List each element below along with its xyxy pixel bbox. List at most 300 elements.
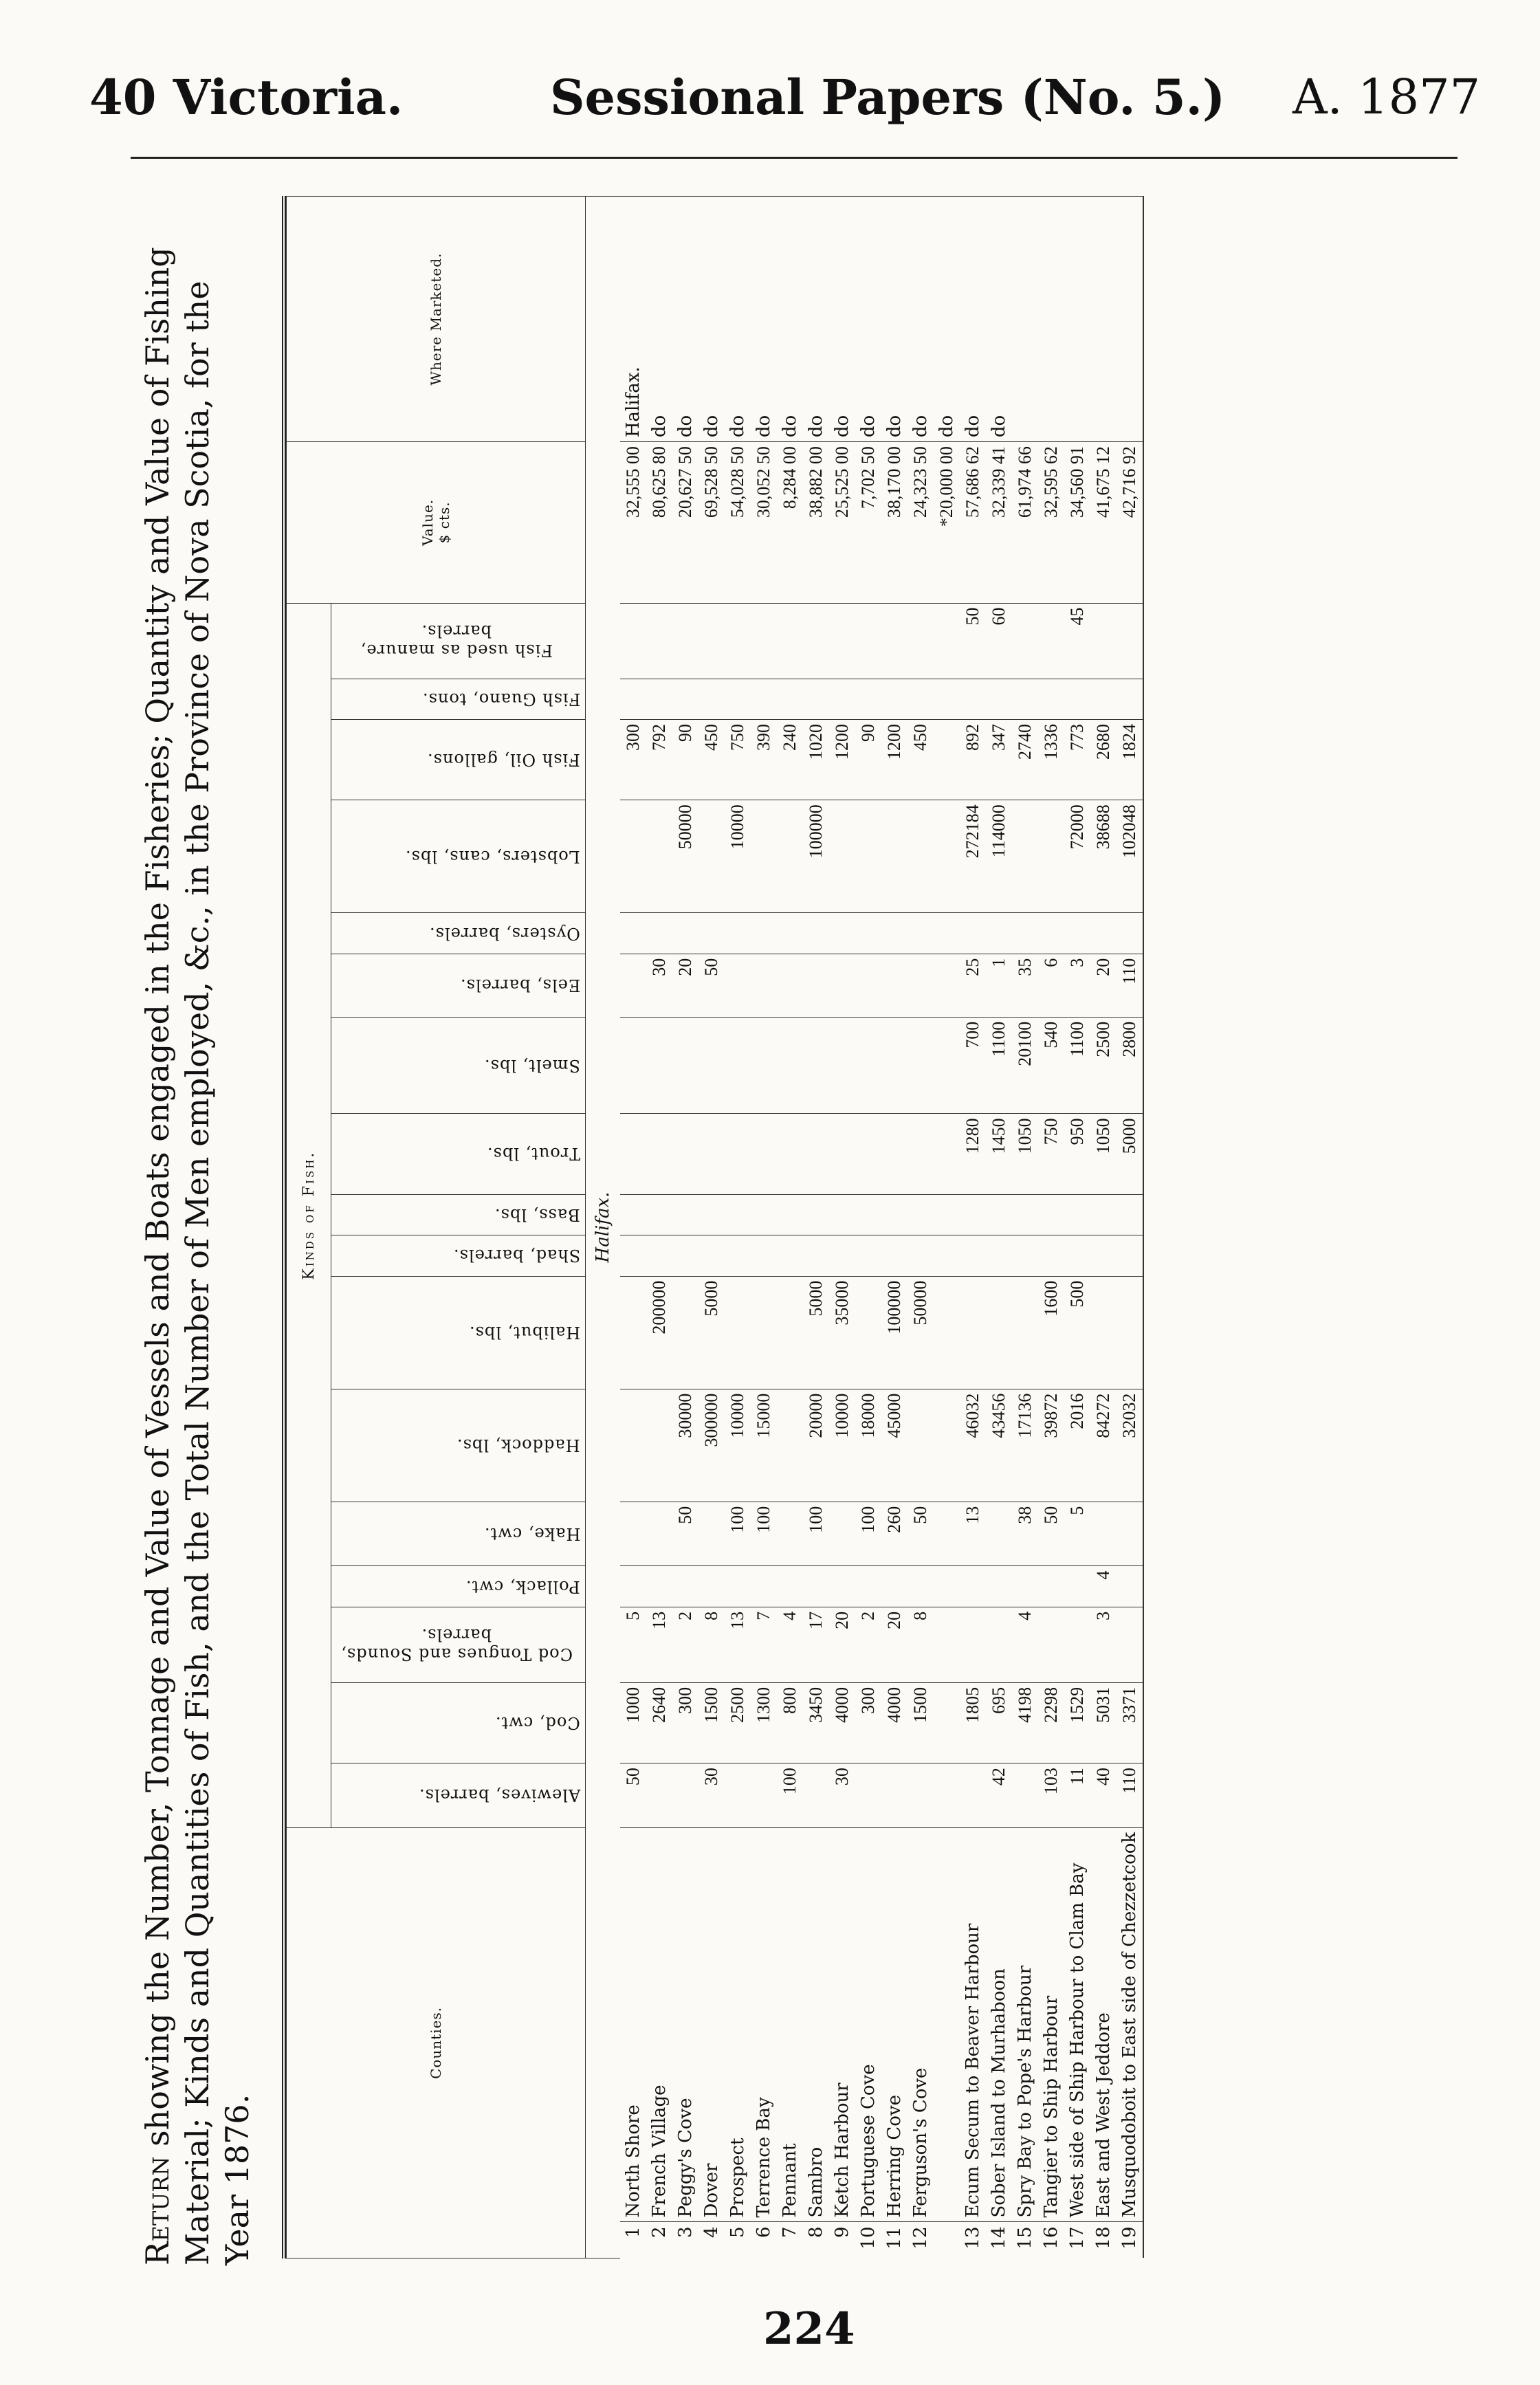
- value-cell: 54,028 50: [725, 442, 751, 603]
- fish-manure-cell: 50: [960, 603, 986, 679]
- place-name: East and West Jeddore: [1090, 1827, 1116, 2222]
- smelt-cell: [803, 1017, 829, 1114]
- fish-guano-cell: [1064, 679, 1090, 719]
- fish-guano-cell: [803, 679, 829, 719]
- bass-cell: [646, 1194, 672, 1235]
- table-row: [829, 197, 855, 2258]
- halibut-cell: [777, 1276, 803, 1389]
- table-row: [725, 197, 751, 2258]
- shad-cell: [672, 1235, 698, 1276]
- pollack-cell: [1012, 1566, 1038, 1607]
- lobsters-cell: [855, 800, 881, 913]
- where-marketed-cell: do: [855, 197, 881, 442]
- table-row: [960, 197, 986, 2258]
- table-row: [1064, 197, 1090, 2258]
- col-trout-label: Trout, lbs.: [486, 1144, 580, 1164]
- hake-cell: [620, 1502, 646, 1566]
- col-value: [287, 442, 586, 603]
- haddock-cell: 15000: [751, 1389, 777, 1502]
- col-fish-manure: [331, 603, 586, 679]
- page-number: 224: [763, 2303, 855, 2355]
- bass-cell: [908, 1194, 934, 1235]
- cod-tongues-cell: 4: [1012, 1607, 1038, 1682]
- cod-tongues-cell: 13: [725, 1607, 751, 1682]
- halibut-cell: 50000: [908, 1276, 934, 1389]
- pollack-cell: [1116, 1566, 1143, 1607]
- table-row: [908, 197, 934, 2258]
- eels-cell: [855, 954, 881, 1017]
- cod-tongues-cell: [1064, 1607, 1090, 1682]
- hake-cell: 100: [855, 1502, 881, 1566]
- smelt-cell: 1100: [986, 1017, 1012, 1114]
- row-number: 15: [1012, 2222, 1038, 2258]
- cod-cell: 1805: [960, 1682, 986, 1763]
- table-row: [1038, 197, 1064, 2258]
- shad-cell: [960, 1235, 986, 1276]
- pollack-cell: [829, 1566, 855, 1607]
- fish-oil-cell: 2680: [1090, 720, 1116, 800]
- lobsters-cell: 10000: [725, 800, 751, 913]
- place-name: Terrence Bay: [751, 1827, 777, 2222]
- cod-tongues-cell: 17: [803, 1607, 829, 1682]
- trout-cell: 1050: [1012, 1114, 1038, 1194]
- value-cell: 34,560 91: [1064, 442, 1090, 603]
- where-marketed-cell: do: [960, 197, 986, 442]
- row-number: [934, 2222, 960, 2258]
- fish-manure-cell: [751, 603, 777, 679]
- fish-manure-cell: [881, 603, 908, 679]
- fish-guano-cell: [829, 679, 855, 719]
- halibut-cell: 500: [1064, 1276, 1090, 1389]
- value-cell: 32,555 00: [620, 442, 646, 603]
- col-eels-label: Eels, barrels.: [459, 976, 580, 996]
- haddock-cell: [646, 1389, 672, 1502]
- eels-cell: [934, 954, 960, 1017]
- shad-cell: [698, 1235, 725, 1276]
- smelt-cell: 1100: [1064, 1017, 1090, 1114]
- haddock-cell: 45000: [881, 1389, 908, 1502]
- col-cod-label: Cod, cwt.: [495, 1713, 580, 1733]
- oysters-cell: [829, 913, 855, 954]
- pollack-cell: [1038, 1566, 1064, 1607]
- halibut-cell: [960, 1276, 986, 1389]
- pollack-cell: [855, 1566, 881, 1607]
- shad-cell: [725, 1235, 751, 1276]
- lobsters-cell: 50000: [672, 800, 698, 913]
- haddock-cell: [777, 1389, 803, 1502]
- fish-oil-cell: 450: [908, 720, 934, 800]
- hake-cell: 100: [751, 1502, 777, 1566]
- fish-manure-cell: 45: [1064, 603, 1090, 679]
- hake-cell: [1116, 1502, 1143, 1566]
- shad-cell: [1012, 1235, 1038, 1276]
- place-name: Herring Cove: [881, 1827, 908, 2222]
- col-halibut-label: Halibut, lbs.: [468, 1323, 580, 1343]
- value-cell: 41,675 12: [1090, 442, 1116, 603]
- fish-manure-cell: [1116, 603, 1143, 679]
- col-kinds-of-fish: Kinds of Fish.: [287, 603, 331, 1827]
- shad-cell: [1116, 1235, 1143, 1276]
- cod-cell: 300: [672, 1682, 698, 1763]
- trout-cell: 5000: [1116, 1114, 1143, 1194]
- title-text: showing the Number, Tonnage and Value of Vessels and Boats engaged in the Fisheries; Quantity and Value of Fishing Material; Kinds and Quantities of Fish, and the Total Number of Men employed, &c., in the Province of Nova Scotia, for the Year 1876.: [139, 247, 256, 2265]
- trout-cell: [777, 1114, 803, 1194]
- fish-guano-cell: [698, 679, 725, 719]
- fish-oil-cell: 1200: [829, 720, 855, 800]
- oysters-cell: [1012, 913, 1038, 954]
- eels-cell: 50: [698, 954, 725, 1017]
- alewives-cell: 42: [986, 1763, 1012, 1828]
- haddock-cell: 20000: [803, 1389, 829, 1502]
- where-marketed-cell: do: [829, 197, 855, 442]
- shad-cell: [1064, 1235, 1090, 1276]
- pollack-cell: [986, 1566, 1012, 1607]
- smelt-cell: [725, 1017, 751, 1114]
- hake-cell: 50: [672, 1502, 698, 1566]
- eels-cell: [829, 954, 855, 1017]
- trout-cell: [698, 1114, 725, 1194]
- table-row: [803, 197, 829, 2258]
- table-row: [777, 197, 803, 2258]
- value-cell: 20,627 50: [672, 442, 698, 603]
- alewives-cell: [1012, 1763, 1038, 1828]
- bass-cell: [698, 1194, 725, 1235]
- hake-cell: 100: [725, 1502, 751, 1566]
- eels-cell: [725, 954, 751, 1017]
- lobsters-cell: [908, 800, 934, 913]
- hake-cell: 50: [908, 1502, 934, 1566]
- eels-cell: [751, 954, 777, 1017]
- fish-oil-cell: 892: [960, 720, 986, 800]
- eels-cell: 6: [1038, 954, 1064, 1017]
- table-row: [672, 197, 698, 2258]
- rotated-page-body: [124, 168, 1458, 2286]
- header-year: A. 1877: [1292, 69, 1481, 125]
- lobsters-cell: [1038, 800, 1064, 913]
- table-row: [1090, 197, 1116, 2258]
- row-number: 3: [672, 2222, 698, 2258]
- place-name: Ferguson's Cove: [908, 1827, 934, 2222]
- halibut-cell: [672, 1276, 698, 1389]
- haddock-cell: 2016: [1064, 1389, 1090, 1502]
- hake-cell: [1090, 1502, 1116, 1566]
- lobsters-cell: [620, 800, 646, 913]
- header-session: 40 Victoria.: [89, 69, 404, 126]
- alewives-cell: 30: [698, 1763, 725, 1828]
- cod-cell: 3450: [803, 1682, 829, 1763]
- trout-cell: [881, 1114, 908, 1194]
- eels-cell: 110: [1116, 954, 1143, 1017]
- bass-cell: [881, 1194, 908, 1235]
- cod-cell: 4198: [1012, 1682, 1038, 1763]
- oysters-cell: [620, 913, 646, 954]
- col-counties: Counties.: [287, 1827, 586, 2258]
- fish-guano-cell: [1012, 679, 1038, 719]
- alewives-cell: [960, 1763, 986, 1828]
- pollack-cell: [881, 1566, 908, 1607]
- fish-oil-cell: 450: [698, 720, 725, 800]
- haddock-cell: [620, 1389, 646, 1502]
- document-title: [138, 203, 257, 2265]
- lobsters-cell: 114000: [986, 800, 1012, 913]
- fish-manure-cell: 60: [986, 603, 1012, 679]
- bass-cell: [725, 1194, 751, 1235]
- lobsters-cell: [646, 800, 672, 913]
- cod-tongues-cell: [934, 1607, 960, 1682]
- value-cell: 57,686 62: [960, 442, 986, 603]
- col-smelt-label: Smelt, lbs.: [484, 1055, 580, 1075]
- cod-tongues-cell: 20: [881, 1607, 908, 1682]
- cod-cell: 2298: [1038, 1682, 1064, 1763]
- title-lead: Return: [139, 2156, 176, 2265]
- trout-cell: [829, 1114, 855, 1194]
- cod-tongues-cell: 4: [777, 1607, 803, 1682]
- row-number: 6: [751, 2222, 777, 2258]
- smelt-cell: [829, 1017, 855, 1114]
- bass-cell: [672, 1194, 698, 1235]
- value-cell: 69,528 50: [698, 442, 725, 603]
- hake-cell: 13: [960, 1502, 986, 1566]
- row-number: 8: [803, 2222, 829, 2258]
- eels-cell: 25: [960, 954, 986, 1017]
- bass-cell: [1116, 1194, 1143, 1235]
- cod-cell: 1000: [620, 1682, 646, 1763]
- fish-oil-cell: 773: [1064, 720, 1090, 800]
- fish-oil-cell: 240: [777, 720, 803, 800]
- bass-cell: [855, 1194, 881, 1235]
- row-number: 12: [908, 2222, 934, 2258]
- place-name: Tangier to Ship Harbour: [1038, 1827, 1064, 2222]
- where-marketed-cell: do: [751, 197, 777, 442]
- eels-cell: 20: [672, 954, 698, 1017]
- place-name: West side of Ship Harbour to Clam Bay: [1064, 1827, 1090, 2222]
- where-marketed-cell: do: [908, 197, 934, 442]
- col-fish-oil-label: Fish Oil, gallons.: [427, 750, 580, 770]
- place-name: Spry Bay to Pope's Harbour: [1012, 1827, 1038, 2222]
- col-lobsters-label: Lobsters, cans, lbs.: [405, 846, 580, 866]
- pollack-cell: [698, 1566, 725, 1607]
- value-label: Value.: [419, 498, 436, 546]
- oysters-cell: [986, 913, 1012, 954]
- haddock-cell: 300000: [698, 1389, 725, 1502]
- col-pollack: [331, 1566, 586, 1607]
- lobsters-cell: [751, 800, 777, 913]
- col-smelt: [331, 1017, 586, 1114]
- smelt-cell: [698, 1017, 725, 1114]
- shad-cell: [1038, 1235, 1064, 1276]
- fish-guano-cell: [986, 679, 1012, 719]
- lobsters-cell: 38688: [1090, 800, 1116, 913]
- cod-tongues-cell: 2: [855, 1607, 881, 1682]
- alewives-cell: [646, 1763, 672, 1828]
- where-marketed-cell: [1038, 197, 1064, 442]
- value-cell: 24,323 50: [908, 442, 934, 603]
- alewives-cell: [803, 1763, 829, 1828]
- bass-cell: [1090, 1194, 1116, 1235]
- fish-manure-cell: [620, 603, 646, 679]
- haddock-cell: 10000: [829, 1389, 855, 1502]
- fish-guano-cell: [725, 679, 751, 719]
- cod-cell: 300: [855, 1682, 881, 1763]
- smelt-cell: 2800: [1116, 1017, 1143, 1114]
- alewives-cell: 100: [777, 1763, 803, 1828]
- lobsters-cell: [934, 800, 960, 913]
- alewives-cell: [725, 1763, 751, 1828]
- lobsters-cell: [1012, 800, 1038, 913]
- col-trout: [331, 1114, 586, 1194]
- lobsters-cell: [829, 800, 855, 913]
- row-number: 14: [986, 2222, 1012, 2258]
- row-number: 13: [960, 2222, 986, 2258]
- fish-manure-cell: [777, 603, 803, 679]
- row-number: 4: [698, 2222, 725, 2258]
- shad-cell: [646, 1235, 672, 1276]
- cod-cell: 800: [777, 1682, 803, 1763]
- fish-guano-cell: [1116, 679, 1143, 719]
- oysters-cell: [1038, 913, 1064, 954]
- col-alewives: [331, 1763, 586, 1828]
- table-row: [986, 197, 1012, 2258]
- fish-guano-cell: [777, 679, 803, 719]
- table-row: [1116, 197, 1143, 2258]
- cod-cell: 2640: [646, 1682, 672, 1763]
- lobsters-cell: 100000: [803, 800, 829, 913]
- smelt-cell: [646, 1017, 672, 1114]
- halibut-cell: [1012, 1276, 1038, 1389]
- fish-guano-cell: [646, 679, 672, 719]
- shad-cell: [829, 1235, 855, 1276]
- col-shad-label: Shad, barrels.: [452, 1246, 580, 1266]
- lobsters-cell: [777, 800, 803, 913]
- fish-oil-cell: 2740: [1012, 720, 1038, 800]
- row-number: 19: [1116, 2222, 1143, 2258]
- hake-cell: 38: [1012, 1502, 1038, 1566]
- col-oysters-label: Oysters, barrels.: [429, 923, 580, 943]
- value-cell: 42,716 92: [1116, 442, 1143, 603]
- cod-tongues-cell: [986, 1607, 1012, 1682]
- fish-guano-cell: [1038, 679, 1064, 719]
- pollack-cell: [934, 1566, 960, 1607]
- smelt-cell: [777, 1017, 803, 1114]
- where-marketed-cell: do: [725, 197, 751, 442]
- alewives-cell: 11: [1064, 1763, 1090, 1828]
- bass-cell: [620, 1194, 646, 1235]
- col-halibut: [331, 1276, 586, 1389]
- smelt-cell: [620, 1017, 646, 1114]
- table-row: [881, 197, 908, 2258]
- row-number: 18: [1090, 2222, 1116, 2258]
- col-hake: [331, 1502, 586, 1566]
- trout-cell: 1280: [960, 1114, 986, 1194]
- cod-tongues-cell: 5: [620, 1607, 646, 1682]
- eels-cell: 35: [1012, 954, 1038, 1017]
- fish-oil-cell: 90: [855, 720, 881, 800]
- place-name: Musquodoboit to East side of Chezzetcook: [1116, 1827, 1143, 2222]
- cod-tongues-cell: 20: [829, 1607, 855, 1682]
- table-row: [855, 197, 881, 2258]
- col-bass-label: Bass, lbs.: [494, 1205, 580, 1224]
- cod-tongues-cell: 13: [646, 1607, 672, 1682]
- fish-manure-cell: [908, 603, 934, 679]
- value-cell: *20,000 00: [934, 442, 960, 603]
- col-haddock: [331, 1389, 586, 1502]
- smelt-cell: [751, 1017, 777, 1114]
- col-alewives-label: Alewives, barrels.: [418, 1785, 580, 1805]
- running-header: [0, 69, 1540, 144]
- where-marketed-cell: [1116, 197, 1143, 442]
- shad-cell: [620, 1235, 646, 1276]
- smelt-cell: [881, 1017, 908, 1114]
- header-rule: [131, 157, 1458, 159]
- oysters-cell: [934, 913, 960, 954]
- haddock-cell: 46032: [960, 1389, 986, 1502]
- trout-cell: [672, 1114, 698, 1194]
- haddock-cell: [934, 1389, 960, 1502]
- fish-guano-cell: [934, 679, 960, 719]
- place-name: Dover: [698, 1827, 725, 2222]
- cod-cell: 3371: [1116, 1682, 1143, 1763]
- smelt-cell: [672, 1017, 698, 1114]
- place-name: Portuguese Cove: [855, 1827, 881, 2222]
- bass-cell: [829, 1194, 855, 1235]
- bass-cell: [1012, 1194, 1038, 1235]
- where-marketed-cell: do: [881, 197, 908, 442]
- haddock-cell: 18000: [855, 1389, 881, 1502]
- pollack-cell: [620, 1566, 646, 1607]
- value-cell: 38,882 00: [803, 442, 829, 603]
- value-cell: 38,170 00: [881, 442, 908, 603]
- table-row: [934, 197, 960, 2258]
- trout-cell: 1050: [1090, 1114, 1116, 1194]
- halibut-cell: [855, 1276, 881, 1389]
- haddock-cell: 43456: [986, 1389, 1012, 1502]
- oysters-cell: [960, 913, 986, 954]
- smelt-cell: [908, 1017, 934, 1114]
- row-number: 7: [777, 2222, 803, 2258]
- cod-tongues-cell: 8: [908, 1607, 934, 1682]
- col-cod: [331, 1682, 586, 1763]
- cod-cell: 1500: [698, 1682, 725, 1763]
- pollack-cell: [646, 1566, 672, 1607]
- row-number: 5: [725, 2222, 751, 2258]
- col-haddock-label: Haddock, lbs.: [456, 1436, 580, 1455]
- hake-cell: 100: [803, 1502, 829, 1566]
- eels-cell: [908, 954, 934, 1017]
- haddock-cell: [908, 1389, 934, 1502]
- pollack-cell: [777, 1566, 803, 1607]
- col-pollack-label: Pollack, cwt.: [465, 1576, 580, 1596]
- alewives-cell: 40: [1090, 1763, 1116, 1828]
- where-marketed-cell: do: [777, 197, 803, 442]
- pollack-cell: [725, 1566, 751, 1607]
- where-marketed-cell: do: [646, 197, 672, 442]
- halibut-cell: [751, 1276, 777, 1389]
- fish-guano-cell: [855, 679, 881, 719]
- where-marketed-cell: do: [934, 197, 960, 442]
- trout-cell: [908, 1114, 934, 1194]
- col-cod-tongues-label: Cod Tongues and Sounds, barrels.: [340, 1625, 573, 1664]
- col-fish-oil: [331, 720, 586, 800]
- oysters-cell: [803, 913, 829, 954]
- fish-oil-cell: 792: [646, 720, 672, 800]
- lobsters-cell: 72000: [1064, 800, 1090, 913]
- shad-cell: [803, 1235, 829, 1276]
- fish-manure-cell: [829, 603, 855, 679]
- table-row: [620, 197, 646, 2258]
- fish-oil-cell: 1200: [881, 720, 908, 800]
- cod-cell: 2500: [725, 1682, 751, 1763]
- smelt-cell: [855, 1017, 881, 1114]
